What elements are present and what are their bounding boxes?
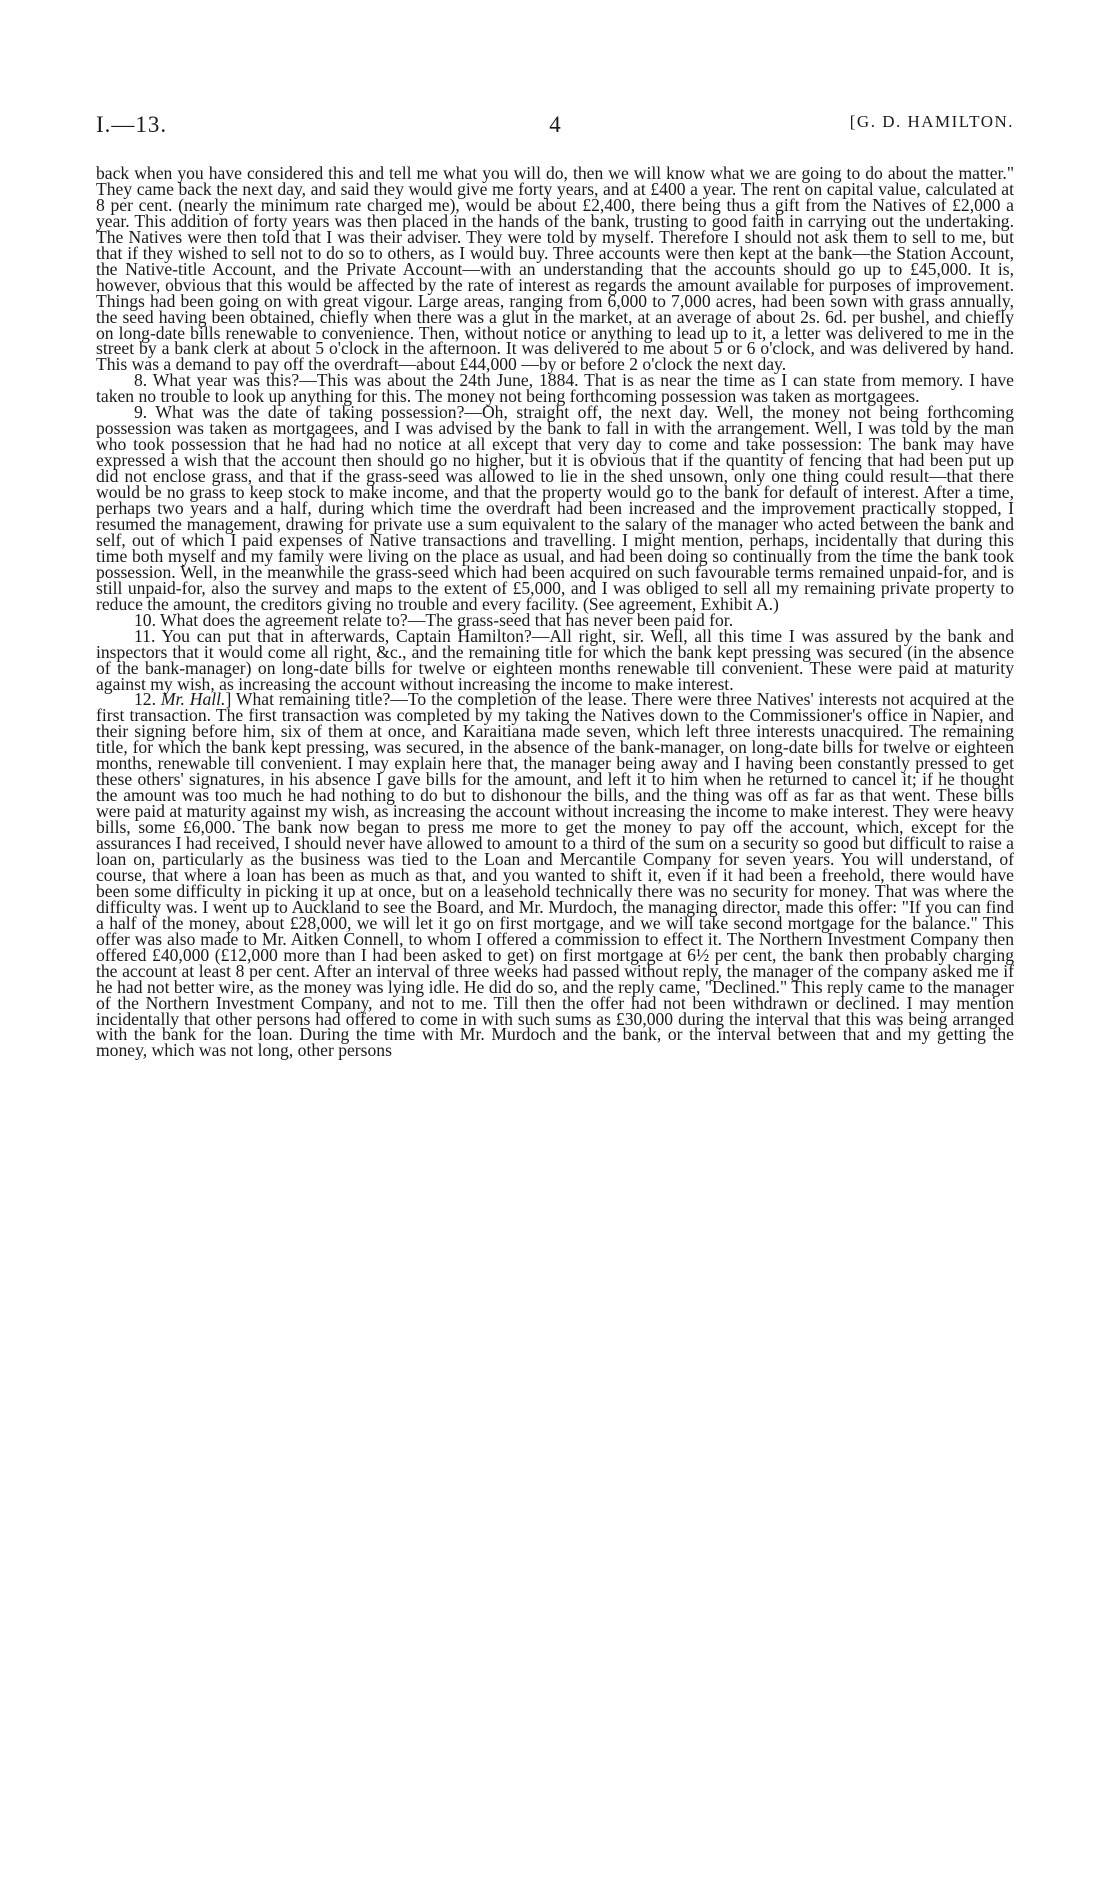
paragraph-question-11: 11. You can put that in afterwards, Captain Hamilton?—All right, sir. Well, all this time I was assured by the bank and inspectors that it would come all right, &c., and the remaining title for which the bank kept pressing was secured (in the absence of the bank-manager) on long-date bills for twelve or eighteen months renewable till convenient. These were paid at maturity against my wish, as increasing the account without increasing the income to make interest. xyxy=(96,625,1014,694)
page-header xyxy=(96,112,1014,142)
paragraph-continuation: back when you have considered this and tell me what you will do, then we will know what we are going to do about the matter." They came back the next day, and said they would give me forty years, and at £400 a year. The rent on capital value, calculated at 8 per cent. (nearly the minimum rate charged me), would be about £2,400, there being thus a gift from the Natives of £2,000 a year. This addition of forty years was then placed in the hands of the bank, trusting to good faith in carrying out the undertaking. The Natives were then told that I was their adviser. They were told by myself. Therefore I should not ask them to sell to me, but that if they wished to sell not to do so to others, as I would buy. Three accounts were then kept at the bank—the Station Account, the Native-title Account, and the Private Account—with an understanding that the accounts should go up to £45,000. It is, however, obvious that this would be affected by the rate of interest as regards the amount available for purposes of improvement. Things had been going on with great vigour. Large areas, ranging from 6,000 to 7,000 acres, had been sown with grass annually, the seed having been obtained, chiefly when there was a glut in the market, at an average of about 2s. 6d. per bushel, and chiefly on long-date bills renewable to convenience. Then, without notice or anything to lead up to it, a letter was delivered to me in the street by a bank clerk at about 5 o'clock in the afternoon. It was delivered to me about 5 or 6 o'clock, and was delivered by hand. This was a demand to pay off the overdraft—about £44,000 —by or before 2 o'clock the next day. xyxy=(96,163,1014,375)
answer-text: ] What remaining title?—To the completion of the lease. There were three Natives' interests not acquired at the first transaction. The first transaction was completed by my taking the Natives down to the Commissioner's office in Napier, and their signing before him, six of them at once, and Karaitiana made seven, which left three interests unacquired. The remaining title, for which the bank kept pressing, was secured, in the absence of the bank-manager, on long-date bills for twelve or eighteen months, renewable till convenient. I may explain here that, the manager being away and I having been constantly pressed to get these others' signatures, in his absence I gave bills for the amount, and left it to him when he returned to cancel it; if he thought the amount was too much he had nothing to do but to dishonour the bills, and the thing was off as far as that went. These bills were paid at maturity against my wish, as increasing the account without increasing the income to make interest. They were heavy bills, some £6,000. The bank now began to press me more to get the money to pay off the account, which, except for the assurances I had received, I should never have allowed to amount to a third of the sum on a security so good but difficult to raise a loan on, particularly as the business was tied to the Loan and Mercantile Company for seven years. You will understand, of course, that where a loan has been as much as that, and you wanted to shift it, even if it had been a freehold, there would have been some difficulty in picking it up at once, but on a leasehold technically there was no security for money. That was where the difficulty was. I went up to Auckland to see the Board, and Mr. Murdoch, the managing director, made this offer: "If you can find a half of the money, about £28,000, we will let it go on first mortgage, and we will take second mortgage for the balance." This offer was also made to Mr. Aitken Connell, to whom I offered a commission to effect it. The Northern Investment Company then offered £40,000 (£12,000 more than I had been asked to get) on first mortgage at 6½ per cent, the bank then probably charging the account at least 8 per cent. After an interval of three weeks had passed without reply, the manager of the company asked me if he had not better wire, as the money was lying idle. He did do so, and the reply came, "Declined." This reply came to the manager of the Northern Investment Company, and not to me. Till then the offer had not been withdrawn or declined. I may mention incidentally that other persons had offered to come in with such sums as £30,000 during the interval that this was being arranged with the bank for the loan. During the time with Mr. Murdoch and the bank, or the interval between that and my getting the money, which was not long, other persons xyxy=(96,689,1015,1061)
body-text xyxy=(96,163,1015,1061)
paragraph-question-9: 9. What was the date of taking possession?—Oh, straight off, the next day. Well, the money not being forthcoming possession was taken as mortgagees, and I was advised by the bank to fall in with the arrangement. Well, I was told by the man who took possession that he had had no notice at all except that very day to come and take possession: The bank may have expressed a wish that the account then should go no higher, but it is obvious that if the quantity of fencing that had been put up did not enclose grass, and that if the grass-seed was allowed to lie in the shed unsown, only one thing could result—that there would be no grass to keep stock to make income, and that the property would go to the bank for default of interest. After a time, perhaps two years and a half, during which time the overdraft had been increased and the improvement practically stopped, I resumed the management, drawing for private use a sum equivalent to the salary of the manager who acted between the bank and self, out of which I paid expenses of Native transactions and travelling. I might mention, perhaps, incidentally that during this time both myself and my family were living on the place as usual, and had been doing so continually from the time the bank took possession. Well, in the meanwhile the grass-seed which had been acquired on such favourable terms remained unpaid-for, and is still unpaid-for, also the survey and maps to the extent of £5,000, and I was obliged to sell all my remaining private property to reduce the amount, the creditors giving no trouble and every facility. (See agreement, Exhibit A.) xyxy=(96,402,1014,614)
witness-name: [G. D. HAMILTON. xyxy=(849,112,1014,131)
page-number: 4 xyxy=(549,112,561,137)
speaker-name: Mr. Hall. xyxy=(160,689,226,710)
paper-reference: I.—13. xyxy=(96,112,168,137)
paragraph-question-12 xyxy=(96,689,1015,1061)
question-number: 12. xyxy=(134,689,161,710)
paragraph-question-10: 10. What does the agreement relate to?—The grass-seed that has never been paid for. xyxy=(134,609,734,630)
paragraph-question-8: 8. What year was this?—This was about the 24th June, 1884. That is as near the time as I can state from memory. I have taken no trouble to look up anything for this. The money not being forthcoming possession was taken as mortgagees. xyxy=(96,370,1014,407)
